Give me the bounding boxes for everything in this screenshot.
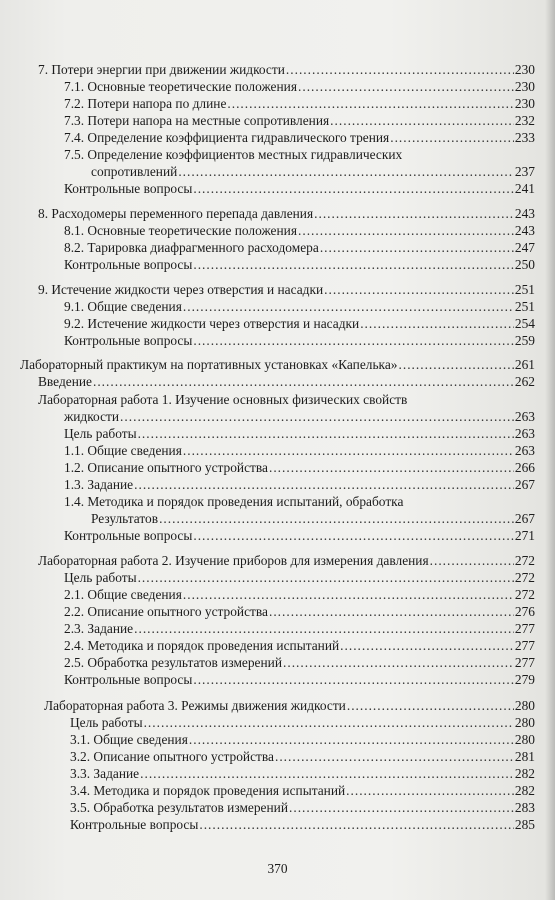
toc-entry-3-5 [70, 800, 535, 816]
toc-entry-lab3-goal [70, 715, 535, 731]
toc-entry-3-3 [70, 766, 535, 782]
toc-leader-dots [193, 333, 514, 349]
toc-leader-dots [189, 732, 514, 748]
toc-entry-2-3 [64, 621, 535, 637]
toc-entry-page: 254 [514, 316, 535, 331]
toc-entry-page: 279 [514, 672, 535, 687]
toc-entry-page: 280 [514, 732, 535, 747]
toc-entry-lab2 [38, 553, 535, 569]
toc-entry-page: 277 [514, 621, 535, 636]
toc-entry-page: 263 [514, 426, 535, 441]
toc-leader-dots [140, 766, 514, 782]
toc-entry-practicum [20, 357, 535, 373]
toc-entry-title: 1.1. Общие сведения [64, 443, 182, 458]
toc-leader-dots [275, 749, 514, 765]
toc-leader-dots [183, 443, 514, 459]
toc-leader-dots [193, 528, 514, 544]
toc-entry-page: 276 [514, 604, 535, 619]
toc-entry-page: 280 [514, 698, 535, 713]
toc-entry-title: 3.1. Общие сведения [70, 732, 188, 747]
toc-entry-7-5 [91, 164, 535, 180]
toc-leader-dots [347, 698, 514, 714]
toc-entry-9-questions [64, 333, 535, 349]
toc-entry-lab1-questions [64, 528, 535, 544]
toc-entry-1-4 [91, 511, 535, 527]
toc-entry-lab3 [44, 698, 535, 714]
toc-entry-introduction [38, 374, 535, 390]
toc-entry-page: 261 [514, 357, 535, 372]
toc-entry-title: Введение [38, 374, 92, 389]
toc-entry-title: 2.1. Общие сведения [64, 587, 182, 602]
toc-entry-title: 7. Потери энергии при движении жидкости [38, 62, 285, 77]
toc-entry-page: 281 [514, 749, 535, 764]
toc-entry-title: жидкости [64, 409, 120, 424]
toc-leader-dots [269, 460, 514, 476]
toc-leader-dots [390, 130, 514, 146]
toc-entry-page: 233 [514, 130, 535, 145]
toc-entry-title: 7.4. Определение коэффициента гидравлического трения [64, 130, 390, 145]
toc-entry-8 [38, 206, 535, 222]
toc-entry-page: 262 [514, 374, 535, 389]
toc-leader-dots [159, 511, 514, 527]
toc-entry-page: 272 [514, 587, 535, 602]
toc-entry-page: 237 [514, 164, 535, 179]
toc-entry-page: 267 [514, 477, 535, 492]
toc-entry-7-questions [64, 181, 535, 197]
toc-entry-page: 251 [514, 299, 535, 314]
toc-entry-9-1 [64, 299, 535, 315]
toc-entry-page: 250 [514, 257, 535, 272]
toc-entry-title: сопротивлений [91, 164, 178, 179]
toc-entry-title: 8.2. Тарировка диафрагменного расходомера [64, 240, 319, 255]
toc-entry-lab1 [64, 409, 535, 425]
toc-leader-dots [183, 299, 514, 315]
toc-leader-dots [320, 240, 514, 256]
toc-entry-page: 241 [514, 181, 535, 196]
toc-leader-dots [298, 223, 514, 239]
toc-entry-8-1 [64, 223, 535, 239]
toc-entry-title: Контрольные вопросы [64, 528, 193, 543]
toc-entry-title: Лабораторная работа 2. Изучение приборов для измерения давления [38, 553, 429, 568]
toc-leader-dots [399, 357, 514, 373]
toc-entry-title: 7.1. Основные теоретические положения [64, 79, 297, 94]
toc-entry-page: 272 [514, 553, 535, 568]
toc-entry-1-4-title: 1.4. Методика и порядок проведения испытаний, обработка [64, 494, 404, 509]
toc-leader-dots [227, 96, 514, 112]
toc-entry-page: 259 [514, 333, 535, 348]
toc-entry-9-2 [64, 316, 535, 332]
toc-leader-dots [183, 587, 514, 603]
toc-entry-title: 2.2. Описание опытного устройства [64, 604, 268, 619]
toc-entry-title: 8. Расходомеры переменного перепада давления [38, 206, 314, 221]
toc-entry-page: 282 [514, 783, 535, 798]
toc-entry-page: 283 [514, 800, 535, 815]
toc-entry-title: 2.3. Задание [64, 621, 134, 636]
toc-entry-7-3 [64, 113, 535, 129]
toc-entry-lab1-goal [64, 426, 535, 442]
toc-entry-page: 267 [514, 511, 535, 526]
toc-entry-title: Контрольные вопросы [64, 672, 193, 687]
toc-entry-page: 263 [514, 409, 535, 424]
toc-entry-1-1 [64, 443, 535, 459]
toc-entry-2-2 [64, 604, 535, 620]
toc-leader-dots [430, 553, 514, 569]
toc-entry-lab2-goal [64, 570, 535, 586]
toc-entry-1-3 [64, 477, 535, 493]
toc-entry-2-5 [64, 655, 535, 671]
toc-entry-title: 7.2. Потери напора по длине [64, 96, 227, 111]
toc-entry-title: 9. Истечение жидкости через отверстия и насадки [38, 282, 324, 297]
toc-leader-dots [340, 638, 514, 654]
toc-leader-dots [193, 672, 514, 688]
toc-entry-7-5-title: 7.5. Определение коэффициентов местных гидравлических [64, 147, 403, 162]
toc-entry-page: 263 [514, 443, 535, 458]
toc-entry-7-2 [64, 96, 535, 112]
toc-entry-7-1 [64, 79, 535, 95]
toc-leader-dots [120, 409, 514, 425]
toc-entry-title: 3.2. Описание опытного устройства [70, 749, 274, 764]
toc-leader-dots [286, 62, 514, 78]
toc-entry-title: 7.3. Потери напора на местные сопротивления [64, 113, 330, 128]
toc-entry-7-4 [64, 130, 535, 146]
page-number: 370 [267, 861, 288, 876]
toc-entry-7 [38, 62, 535, 78]
toc-entry-title: 3.3. Задание [70, 766, 140, 781]
toc-entry-page: 280 [514, 715, 535, 730]
toc-entry-title: 3.4. Методика и порядок проведения испытаний [70, 783, 346, 798]
toc-leader-dots [298, 79, 514, 95]
toc-entry-8-2 [64, 240, 535, 256]
toc-leader-dots [138, 426, 514, 442]
toc-entry-page: 282 [514, 766, 535, 781]
toc-entry-page: 243 [514, 223, 535, 238]
toc-leader-dots [346, 783, 514, 799]
toc-entry-title: Цель работы [64, 426, 137, 441]
toc-entry-page: 277 [514, 655, 535, 670]
toc-entry-page: 230 [514, 62, 535, 77]
toc-entry-title: 9.1. Общие сведения [64, 299, 182, 314]
toc-entry-page: 277 [514, 638, 535, 653]
toc-entry-page: 251 [514, 282, 535, 297]
toc-entry-title: Контрольные вопросы [64, 181, 193, 196]
toc-leader-dots [269, 604, 514, 620]
toc-entry-9 [38, 282, 535, 298]
toc-entry-title: Контрольные вопросы [64, 333, 193, 348]
toc-entry-1-2 [64, 460, 535, 476]
toc-entry-title: Лабораторная работа 3. Режимы движения жидкости [44, 698, 346, 713]
toc-entry-lab1-title: Лабораторная работа 1. Изучение основных физических свойств [38, 392, 408, 407]
toc-entry-title: 2.5. Обработка результатов измерений [64, 655, 283, 670]
toc-entry-title: 3.5. Обработка результатов измерений [70, 800, 289, 815]
toc-entry-title: 9.2. Истечение жидкости через отверстия и насадки [64, 316, 360, 331]
toc-entry-title: Цель работы [64, 570, 137, 585]
toc-entry-page: 243 [514, 206, 535, 221]
toc-entry-8-questions [64, 257, 535, 273]
toc-entry-3-2 [70, 749, 535, 765]
toc-entry-page: 271 [514, 528, 535, 543]
toc-leader-dots [193, 181, 514, 197]
toc-leader-dots [289, 800, 514, 816]
toc-entry-2-4 [64, 638, 535, 654]
toc-leader-dots [330, 113, 514, 129]
toc-entry-2-1 [64, 587, 535, 603]
toc-entry-title: Контрольные вопросы [70, 817, 199, 832]
toc-leader-dots [144, 715, 514, 731]
toc-leader-dots [134, 477, 514, 493]
toc-entry-title: Лабораторный практикум на портативных установках «Капелька» [20, 357, 398, 372]
toc-leader-dots [193, 257, 514, 273]
toc-leader-dots [314, 206, 514, 222]
toc-entry-title: Результатов [91, 511, 159, 526]
toc-entry-lab3-questions [70, 817, 535, 833]
toc-entry-page: 266 [514, 460, 535, 475]
toc-entry-title: 1.3. Задание [64, 477, 134, 492]
toc-entry-page: 232 [514, 113, 535, 128]
toc-leader-dots [360, 316, 514, 332]
toc-leader-dots [178, 164, 514, 180]
toc-entry-title: Цель работы [70, 715, 143, 730]
toc-leader-dots [199, 817, 514, 833]
toc-leader-dots [324, 282, 514, 298]
toc-entry-3-1 [70, 732, 535, 748]
toc-entry-page: 230 [514, 96, 535, 111]
toc-entry-title: Контрольные вопросы [64, 257, 193, 272]
toc-entry-lab2-questions [64, 672, 535, 688]
toc-leader-dots [283, 655, 514, 671]
toc-entry-title: 2.4. Методика и порядок проведения испытаний [64, 638, 340, 653]
toc-entry-title: 8.1. Основные теоретические положения [64, 223, 297, 238]
toc-entry-title: 1.2. Описание опытного устройства [64, 460, 268, 475]
toc-entry-page: 230 [514, 79, 535, 94]
toc-entry-page: 272 [514, 570, 535, 585]
toc-leader-dots [134, 621, 514, 637]
toc-entry-3-4 [70, 783, 535, 799]
toc-entry-page: 247 [514, 240, 535, 255]
toc-leader-dots [93, 374, 514, 390]
toc-leader-dots [138, 570, 514, 586]
toc-entry-page: 285 [514, 817, 535, 832]
